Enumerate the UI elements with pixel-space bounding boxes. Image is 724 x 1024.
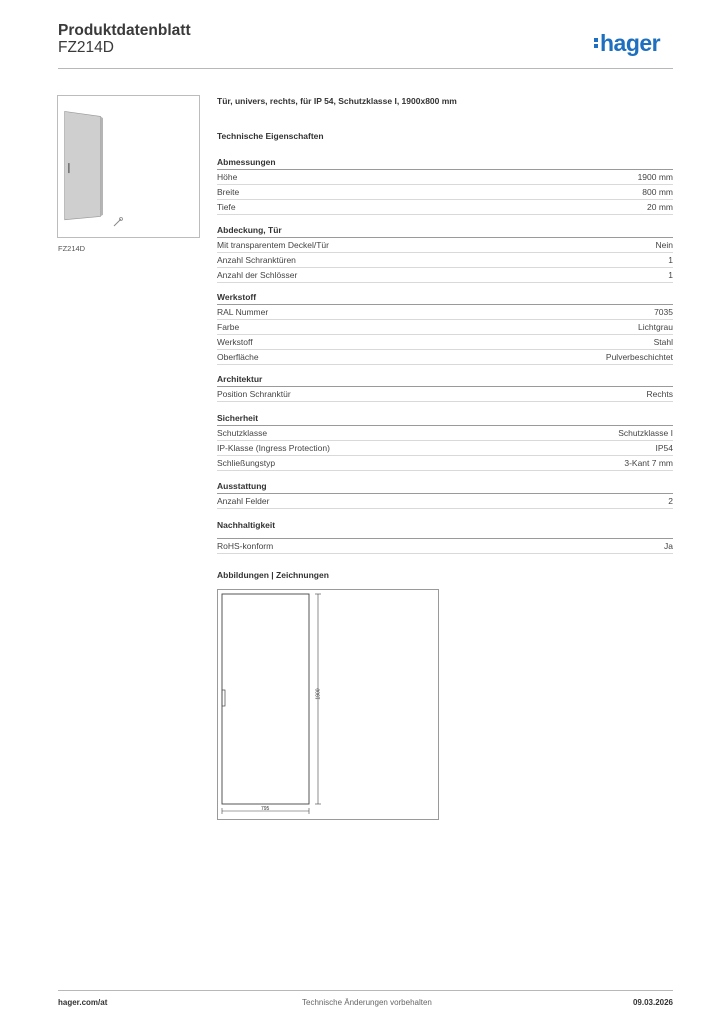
spec-row [217, 185, 673, 200]
spec-value: 20 mm [647, 202, 673, 212]
spec-row [217, 456, 673, 471]
group-abmessungen [217, 155, 673, 215]
group-title: Werkstoff [217, 290, 673, 305]
spec-label: Breite [217, 187, 240, 197]
spec-label: IP-Klasse (Ingress Protection) [217, 443, 330, 453]
spec-label: Schutzklasse [217, 428, 268, 438]
key-icon [112, 216, 124, 228]
spec-row [217, 320, 673, 335]
spec-label: Tiefe [217, 202, 236, 212]
image-caption: FZ214D [58, 244, 86, 253]
footer-divider [58, 990, 673, 991]
spec-value: Lichtgrau [638, 322, 673, 332]
group-title: Sicherheit [217, 411, 673, 426]
spec-label: Anzahl der Schlösser [217, 270, 298, 280]
footer-website-link[interactable]: hager.com/at [58, 998, 108, 1007]
spec-value: 3-Kant 7 mm [624, 458, 673, 468]
footer-notice: Technische Änderungen vorbehalten [302, 998, 432, 1007]
group-title: Abmessungen [217, 155, 673, 170]
spec-row [217, 387, 673, 402]
section-title: Technische Eigenschaften [217, 131, 324, 141]
spec-label: Anzahl Schranktüren [217, 255, 296, 265]
hager-logo[interactable] [594, 30, 660, 57]
group-title: Architektur [217, 372, 673, 387]
spec-value: 800 mm [642, 187, 673, 197]
group-werkstoff [217, 290, 673, 365]
group-title: Ausstattung [217, 479, 673, 494]
spec-label: Position Schranktür [217, 389, 291, 399]
spec-label: Anzahl Felder [217, 496, 270, 506]
group-title: Nachhaltigkeit [217, 518, 673, 539]
spec-label: RAL Nummer [217, 307, 269, 317]
group-ausstattung [217, 479, 673, 509]
technical-drawing [217, 589, 439, 820]
product-description: Tür, univers, rechts, für IP 54, Schutzklasse I, 1900x800 mm [217, 96, 457, 106]
spec-value: Rechts [646, 389, 673, 399]
spec-value: 1 [668, 255, 673, 265]
spec-value: Pulverbeschichtet [605, 352, 673, 362]
product-code: FZ214D [58, 39, 114, 56]
spec-value: 1900 mm [637, 172, 673, 182]
spec-value: Nein [655, 240, 673, 250]
spec-label: Schließungstyp [217, 458, 276, 468]
page-title: Produktdatenblatt [58, 22, 191, 39]
spec-row [217, 170, 673, 185]
footer-date: 09.03.2026 [632, 998, 673, 1007]
group-architektur [217, 372, 673, 402]
logo-dots-icon [594, 36, 599, 50]
height-dimension: 1900 [315, 688, 322, 700]
logo-text: hager [600, 30, 661, 56]
spec-label: Oberfläche [217, 352, 259, 362]
spec-row [217, 441, 673, 456]
spec-value: IP54 [655, 443, 673, 453]
spec-label: Werkstoff [217, 337, 253, 347]
header-divider [58, 68, 673, 69]
spec-value: 7035 [654, 307, 673, 317]
group-title: Abdeckung, Tür [217, 223, 673, 238]
door-icon [63, 101, 113, 231]
spec-row [217, 238, 673, 253]
spec-row [217, 539, 673, 554]
spec-label: Höhe [217, 172, 238, 182]
group-nachhaltigkeit [217, 518, 673, 554]
spec-row [217, 494, 673, 509]
spec-row [217, 200, 673, 215]
spec-value: Ja [664, 541, 673, 551]
spec-row [217, 268, 673, 283]
spec-row [217, 305, 673, 320]
spec-value: Stahl [653, 337, 673, 347]
group-abdeckung [217, 223, 673, 283]
spec-label: RoHS-konform [217, 541, 274, 551]
product-image [57, 95, 200, 238]
group-sicherheit [217, 411, 673, 471]
door-drawing [218, 590, 440, 821]
spec-row [217, 426, 673, 441]
spec-value: 2 [668, 496, 673, 506]
spec-row [217, 253, 673, 268]
spec-value: 1 [668, 270, 673, 280]
spec-row [217, 350, 673, 365]
width-dimension: 795 [261, 806, 270, 812]
spec-label: Mit transparentem Deckel/Tür [217, 240, 329, 250]
drawings-title: Abbildungen | Zeichnungen [217, 570, 329, 580]
spec-value: Schutzklasse I [618, 428, 673, 438]
spec-row [217, 335, 673, 350]
spec-label: Farbe [217, 322, 240, 332]
